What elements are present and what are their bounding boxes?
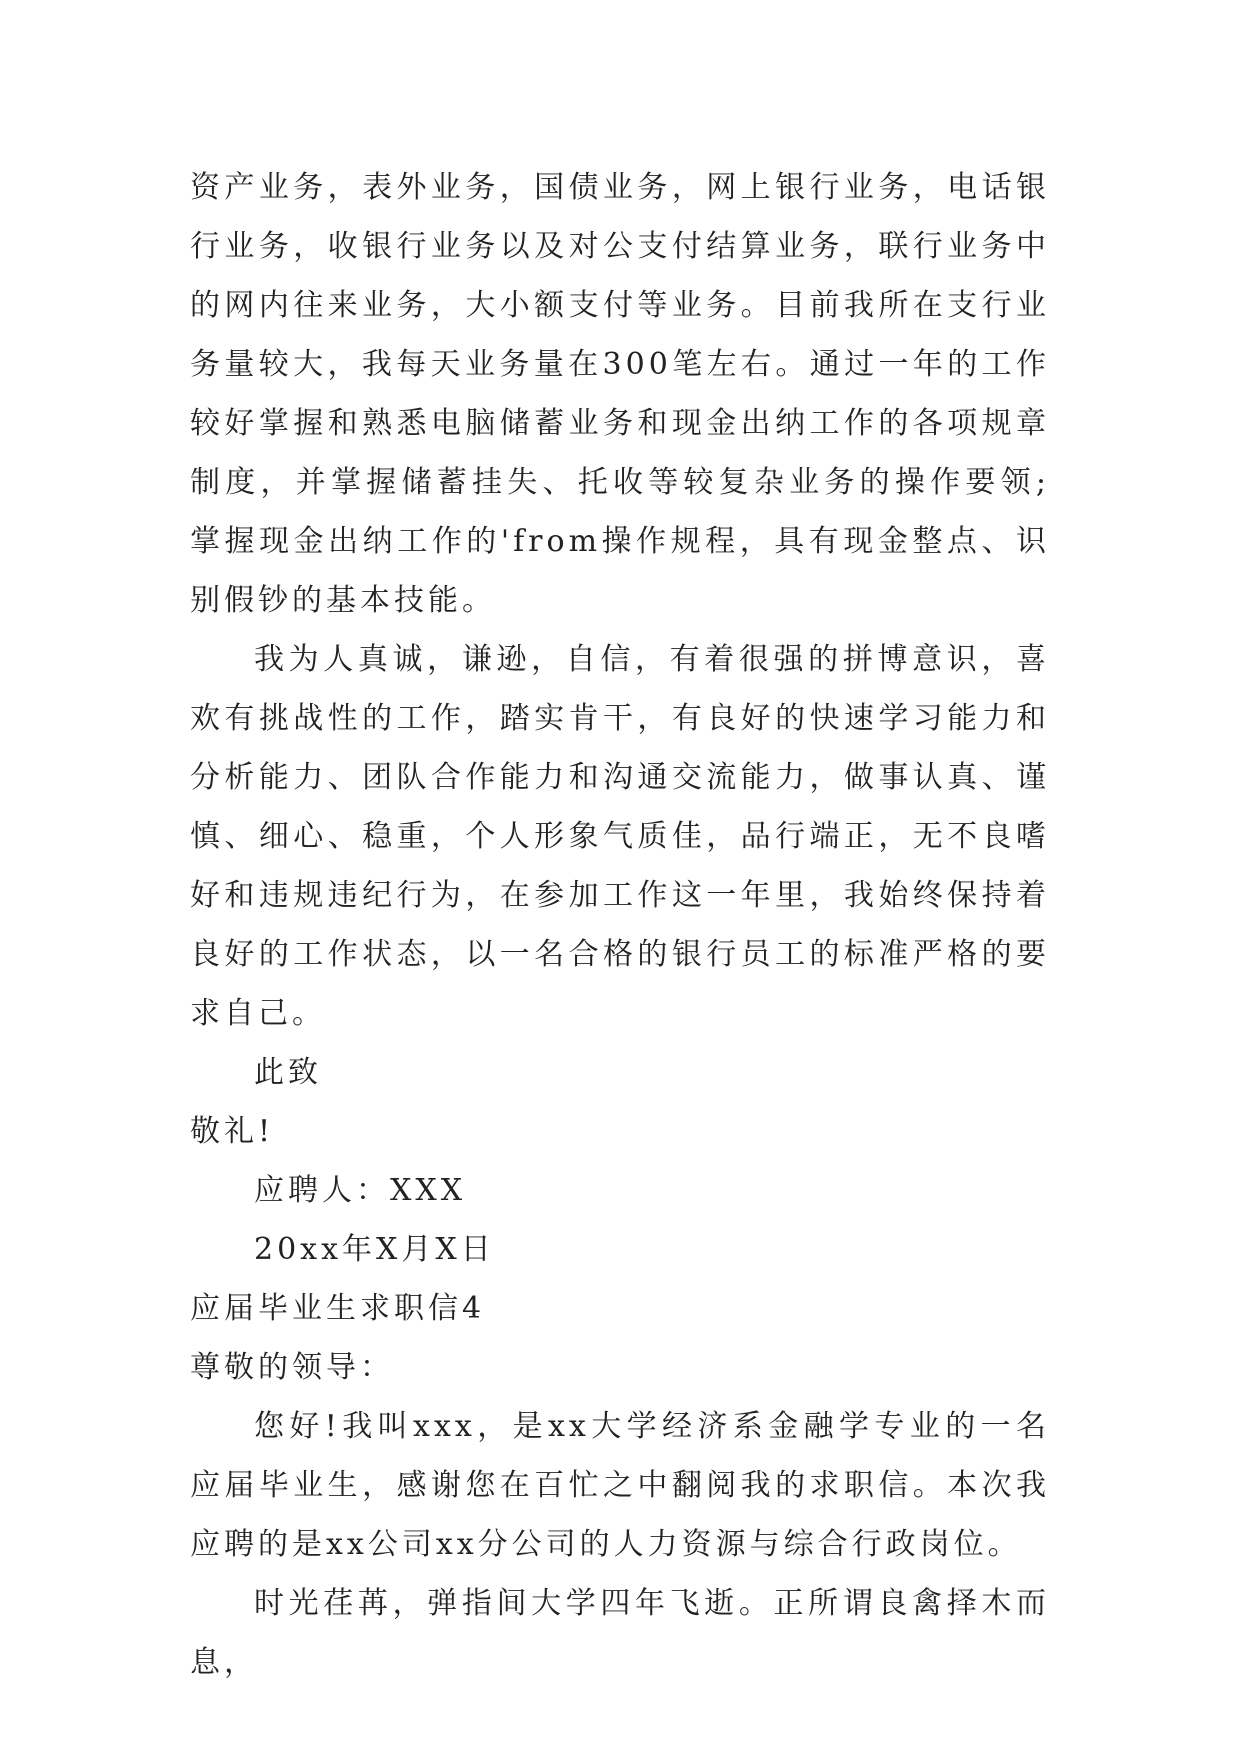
paragraph-introduction: 您好!我叫xxx，是xx大学经济系金融学专业的一名应届毕业生，感谢您在百忙之中翻阅我的求职信。本次我应聘的是xx公司xx分公司的人力资源与综合行政岗位。 — [190, 1409, 1050, 1562]
applicant-signature: 应聘人：XXX — [254, 1173, 467, 1208]
letter-date: 20xx年X月X日 — [254, 1232, 495, 1267]
document-page — [190, 158, 1050, 1692]
closing-salutation: 此致 — [254, 1055, 322, 1090]
paragraph-personal-qualities: 我为人真诚，谦逊，自信，有着很强的拼博意识，喜欢有挑战性的工作，踏实肯干，有良好的快速学习能力和分析能力、团队合作能力和沟通交流能力，做事认真、谨慎、细心、稳重，个人形象气质佳，品行端正，无不良嗜好和违规违纪行为，在参加工作这一年里，我始终保持着良好的工作状态，以一名合格的银行员工的标准严格的要求自己。 — [190, 642, 1050, 1031]
paragraph-time-flies: 时光荏苒，弹指间大学四年飞逝。正所谓良禽择木而息， — [190, 1586, 1050, 1680]
closing-regards: 敬礼! — [190, 1114, 275, 1149]
paragraph-business-scope: 资产业务，表外业务，国债业务，网上银行业务，电话银行业务，收银行业务以及对公支付结算业务，联行业务中的网内往来业务，大小额支付等业务。目前我所在支行业务量较大，我每天业务量在300笔左右。通过一年的工作较好掌握和熟悉电脑储蓄业务和现金出纳工作的各项规章制度，并掌握储蓄挂失、托收等较复杂业务的操作要领;掌握现金出纳工作的'from操作规程，具有现金整点、识别假钞的基本技能。 — [190, 170, 1050, 618]
greeting: 尊敬的领导： — [190, 1350, 394, 1385]
section-heading: 应届毕业生求职信4 — [190, 1291, 486, 1326]
